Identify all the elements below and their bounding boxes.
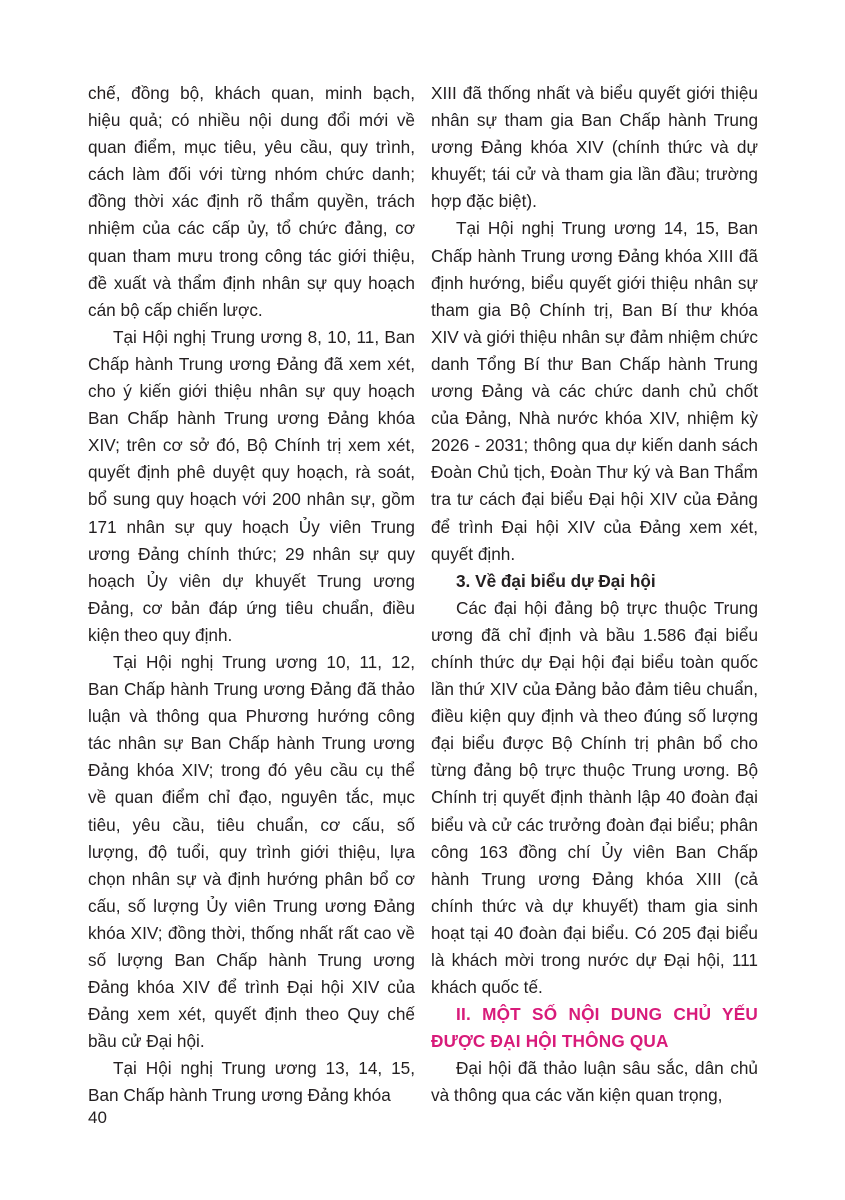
left-paragraph-3: Tại Hội nghị Trung ương 10, 11, 12, Ban Chấp hành Trung ương Đảng đã thảo luận và thông qua Phương hướng công tác nhân sự Ban Chấp hành Trung ương Đảng khóa XIV; trong đó yêu cầu cụ thể về quan điểm chỉ đạo, nguyên tắc, mục tiêu, yêu cầu, tiêu chuẩn, cơ cấu, số lượng, độ tuổi, quy trình giới thiệu, lựa chọn nhân sự và định hướng phân bổ cơ cấu, số lượng Ủy viên Trung ương Đảng khóa XIV; đồng thời, thống nhất rất cao về số lượng Ban Chấp hành Trung ương Đảng khóa XIV để trình Đại hội XIV của Đảng xem xét, quyết định theo Quy chế bầu cử Đại hội. bbox=[88, 651, 415, 1052]
page-number: 40 bbox=[88, 1108, 107, 1127]
left-column bbox=[88, 80, 415, 1110]
left-paragraph-2: Tại Hội nghị Trung ương 8, 10, 11, Ban Chấp hành Trung ương Đảng đã xem xét, cho ý kiến giới thiệu nhân sự quy hoạch Ban Chấp hành Trung ương Đảng khóa XIV; trên cơ sở đó, Bộ Chính trị xem xét, quyết định phê duyệt quy hoạch, rà soát, bổ sung quy hoạch với 200 nhân sự, gồm 171 nhân sự quy hoạch Ủy viên Trung ương Đảng chính thức; 29 nhân sự quy hoạch Ủy viên dự khuyết Trung ương Đảng, cơ bản đáp ứng tiêu chuẩn, điều kiện theo quy định. bbox=[88, 326, 415, 645]
right-paragraph-4: Đại hội đã thảo luận sâu sắc, dân chủ và thông qua các văn kiện quan trọng, bbox=[431, 1058, 758, 1106]
left-paragraph-4: Tại Hội nghị Trung ương 13, 14, 15, Ban Chấp hành Trung ương Đảng khóa bbox=[88, 1058, 415, 1106]
section-heading: II. MỘT SỐ NỘI DUNG CHỦ YẾU ĐƯỢC ĐẠI HỘI THÔNG QUA bbox=[431, 1004, 758, 1052]
left-paragraph-1: chế, đồng bộ, khách quan, minh bạch, hiệu quả; có nhiều nội dung đổi mới về quan điểm, mục tiêu, yêu cầu, quy trình, cách làm đối với từng nhóm chức danh; đồng thời xác định rõ thẩm quyền, trách nhiệm của các cấp ủy, tổ chức đảng, cơ quan tham mưu trong công tác giới thiệu, đề xuất và thẩm định nhân sự quy hoạch cán bộ cấp chiến lược. bbox=[88, 83, 415, 320]
right-paragraph-3: Các đại hội đảng bộ trực thuộc Trung ương đã chỉ định và bầu 1.586 đại biểu chính thức dự Đại hội đại biểu toàn quốc lần thứ XIV của Đảng bảo đảm tiêu chuẩn, điều kiện quy định và theo đúng số lượng đại biểu được Bộ Chính trị phân bổ cho từng đảng bộ trực thuộc Trung ương. Bộ Chính trị quyết định thành lập 40 đoàn đại biểu và cử các trưởng đoàn đại biểu; phân công 163 đồng chí Ủy viên Ban Chấp hành Trung ương Đảng khóa XIII (cả chính thức và dự khuyết) tham gia sinh hoạt tại 40 đoàn đại biểu. Có 205 đại biểu là khách mời trong nước dự Đại hội, 111 khách quốc tế. bbox=[431, 597, 758, 998]
subsection-heading: 3. Về đại biểu dự Đại hội bbox=[456, 570, 656, 591]
right-paragraph-1: XIII đã thống nhất và biểu quyết giới thiệu nhân sự tham gia Ban Chấp hành Trung ương Đảng khóa XIV (chính thức và dự khuyết; tái cử và tham gia lần đầu; trường hợp đặc biệt). bbox=[431, 83, 758, 212]
right-paragraph-2: Tại Hội nghị Trung ương 14, 15, Ban Chấp hành Trung ương Đảng khóa XIII đã định hướng, biểu quyết giới thiệu nhân sự tham gia Bộ Chính trị, Ban Bí thư khóa XIV và giới thiệu nhân sự đảm nhiệm chức danh Tổng Bí thư Ban Chấp hành Trung ương Đảng và các chức danh chủ chốt của Đảng, Nhà nước khóa XIV, nhiệm kỳ 2026 - 2031; thông qua dự kiến danh sách Đoàn Chủ tịch, Đoàn Thư ký và Ban Thẩm tra tư cách đại biểu Đại hội XIV của Đảng để trình Đại hội XIV của Đảng xem xét, quyết định. bbox=[431, 218, 758, 564]
right-column bbox=[431, 80, 758, 1110]
